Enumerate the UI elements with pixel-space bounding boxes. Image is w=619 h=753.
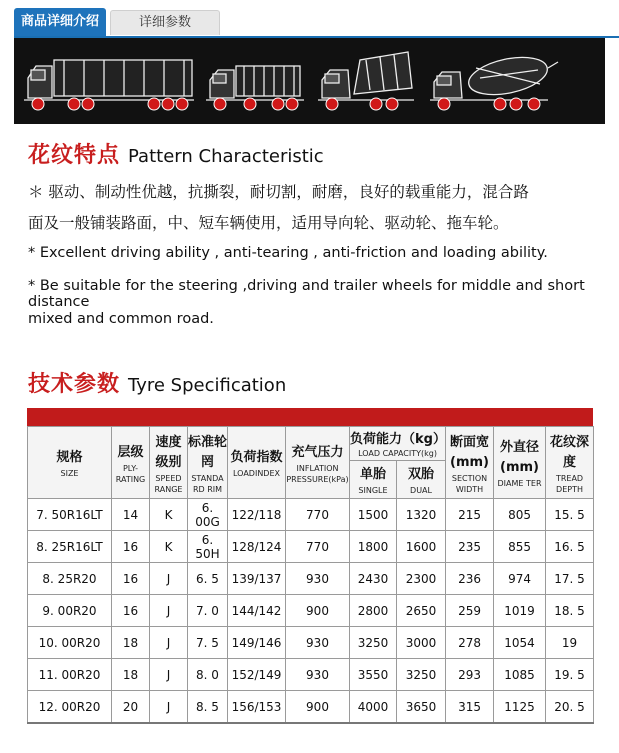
cell-speed: J <box>150 595 188 627</box>
cell-speed: K <box>150 531 188 563</box>
cell-loadindex: 122/118 <box>228 499 286 531</box>
cell-single: 2430 <box>350 563 397 595</box>
cell-diameter: 1019 <box>494 595 546 627</box>
pattern-section-title <box>28 138 324 169</box>
table-row <box>28 531 594 563</box>
cell-size: 10. 00R20 <box>28 627 112 659</box>
tyre-spec-table <box>27 426 594 724</box>
cell-width: 293 <box>446 659 494 691</box>
cell-loadindex: 156/153 <box>228 691 286 724</box>
cell-diameter: 855 <box>494 531 546 563</box>
header-rim: 标准轮罔 STANDA RD RIM <box>188 427 228 499</box>
cell-size: 8. 25R16LT <box>28 531 112 563</box>
cell-width: 236 <box>446 563 494 595</box>
cell-diameter: 1054 <box>494 627 546 659</box>
cell-dual: 3250 <box>397 659 446 691</box>
header-loadindex: 负荷指数 LOADINDEX <box>228 427 286 499</box>
cell-single: 2800 <box>350 595 397 627</box>
cell-speed: J <box>150 627 188 659</box>
cell-size: 7. 50R16LT <box>28 499 112 531</box>
cell-tread: 20. 5 <box>546 691 594 724</box>
cell-rim: 7. 0 <box>188 595 228 627</box>
cell-dual: 3650 <box>397 691 446 724</box>
pattern-title-en: Pattern Characteristic <box>128 146 324 167</box>
table-row <box>28 499 594 531</box>
cell-rim: 8. 5 <box>188 691 228 724</box>
cell-ply: 18 <box>112 659 150 691</box>
cell-pressure: 900 <box>286 691 350 724</box>
cell-pressure: 900 <box>286 595 350 627</box>
table-row <box>28 659 594 691</box>
cell-size: 12. 00R20 <box>28 691 112 724</box>
cell-pressure: 930 <box>286 563 350 595</box>
cell-rim: 8. 0 <box>188 659 228 691</box>
cell-size: 11. 00R20 <box>28 659 112 691</box>
cell-loadindex: 152/149 <box>228 659 286 691</box>
table-row <box>28 563 594 595</box>
spec-table-body <box>28 499 594 724</box>
pattern-line-2: 面及一般铺装路面，中、短车辆使用，适用导向轮、驱动轮、拖车轮。 <box>28 214 509 232</box>
cell-tread: 18. 5 <box>546 595 594 627</box>
cell-tread: 17. 5 <box>546 563 594 595</box>
cell-single: 1800 <box>350 531 397 563</box>
semi-truck-icon <box>24 60 194 100</box>
cell-ply: 16 <box>112 595 150 627</box>
cell-diameter: 805 <box>494 499 546 531</box>
cell-rim: 7. 5 <box>188 627 228 659</box>
header-pressure: 充气压力 INFLATION PRESSURE(kPa) <box>286 427 350 499</box>
cell-dual: 3000 <box>397 627 446 659</box>
cell-diameter: 1085 <box>494 659 546 691</box>
cell-single: 4000 <box>350 691 397 724</box>
cell-loadindex: 139/137 <box>228 563 286 595</box>
header-section-width: 断面宽(mm) SECTION WIDTH <box>446 427 494 499</box>
cell-dual: 1600 <box>397 531 446 563</box>
header-load-capacity: 负荷能力（kg） LOAD CAPACITY(kg) <box>350 427 446 461</box>
pattern-line-4: * Be suitable for the steering ,driving and trailer wheels for middle and short distance <box>28 278 585 310</box>
cell-ply: 16 <box>112 563 150 595</box>
cell-single: 1500 <box>350 499 397 531</box>
cell-rim: 6. 00G <box>188 499 228 531</box>
header-diameter: 外直径(mm) DIAME TER <box>494 427 546 499</box>
cell-width: 259 <box>446 595 494 627</box>
table-row <box>28 595 594 627</box>
pattern-line-5: mixed and common road. <box>28 311 214 327</box>
cell-loadindex: 128/124 <box>228 531 286 563</box>
table-row <box>28 627 594 659</box>
cell-speed: J <box>150 659 188 691</box>
cell-tread: 19. 5 <box>546 659 594 691</box>
header-ply: 层级 PLY-RATING <box>112 427 150 499</box>
cell-speed: J <box>150 563 188 595</box>
tab-product-details[interactable]: 商品详细介绍 <box>14 8 106 36</box>
cell-loadindex: 149/146 <box>228 627 286 659</box>
cell-rim: 6. 50H <box>188 531 228 563</box>
cell-pressure: 930 <box>286 659 350 691</box>
cell-ply: 20 <box>112 691 150 724</box>
cell-speed: J <box>150 691 188 724</box>
tab-bar <box>14 8 619 38</box>
cell-width: 315 <box>446 691 494 724</box>
cell-width: 235 <box>446 531 494 563</box>
cell-width: 278 <box>446 627 494 659</box>
truck-banner-illustration <box>14 38 605 124</box>
spec-section-title <box>28 367 286 398</box>
cell-ply: 18 <box>112 627 150 659</box>
header-tread-depth: 花纹深度 TREAD DEPTH <box>546 427 594 499</box>
cell-pressure: 770 <box>286 499 350 531</box>
header-speed: 速度级别 SPEED RANGE <box>150 427 188 499</box>
spec-title-cn: 技术参数 <box>28 372 121 397</box>
cell-dual: 1320 <box>397 499 446 531</box>
header-single: 单胎 SINGLE <box>350 461 397 499</box>
cell-tread: 16. 5 <box>546 531 594 563</box>
cell-ply: 16 <box>112 531 150 563</box>
cell-ply: 14 <box>112 499 150 531</box>
header-size: 规格 SIZE <box>28 427 112 499</box>
cell-single: 3250 <box>350 627 397 659</box>
cell-rim: 6. 5 <box>188 563 228 595</box>
cell-tread: 15. 5 <box>546 499 594 531</box>
cell-loadindex: 144/142 <box>228 595 286 627</box>
cell-diameter: 1125 <box>494 691 546 724</box>
pattern-title-cn: 花纹特点 <box>28 143 121 168</box>
cell-pressure: 930 <box>286 627 350 659</box>
cell-diameter: 974 <box>494 563 546 595</box>
pattern-line-3: * Excellent driving ability , anti-tearing , anti-friction and loading ability. <box>28 245 548 261</box>
cell-dual: 2650 <box>397 595 446 627</box>
cell-size: 9. 00R20 <box>28 595 112 627</box>
spec-title-en: Tyre Specification <box>128 375 287 396</box>
cell-size: 8. 25R20 <box>28 563 112 595</box>
pattern-line-1: ＊ 驱动、制动性优越，抗撕裂，耐切割，耐磨，良好的载重能力，混合路 <box>28 183 529 201</box>
truck-banner <box>14 38 605 124</box>
tab-detailed-params[interactable]: 详细参数 <box>110 10 220 35</box>
cell-pressure: 770 <box>286 531 350 563</box>
cell-speed: K <box>150 499 188 531</box>
table-row <box>28 691 594 724</box>
container-truck-icon <box>206 66 304 100</box>
spec-header-bar <box>27 408 593 426</box>
header-dual: 双胎 DUAL <box>397 461 446 499</box>
cell-dual: 2300 <box>397 563 446 595</box>
cell-width: 215 <box>446 499 494 531</box>
cell-single: 3550 <box>350 659 397 691</box>
cell-tread: 19 <box>546 627 594 659</box>
